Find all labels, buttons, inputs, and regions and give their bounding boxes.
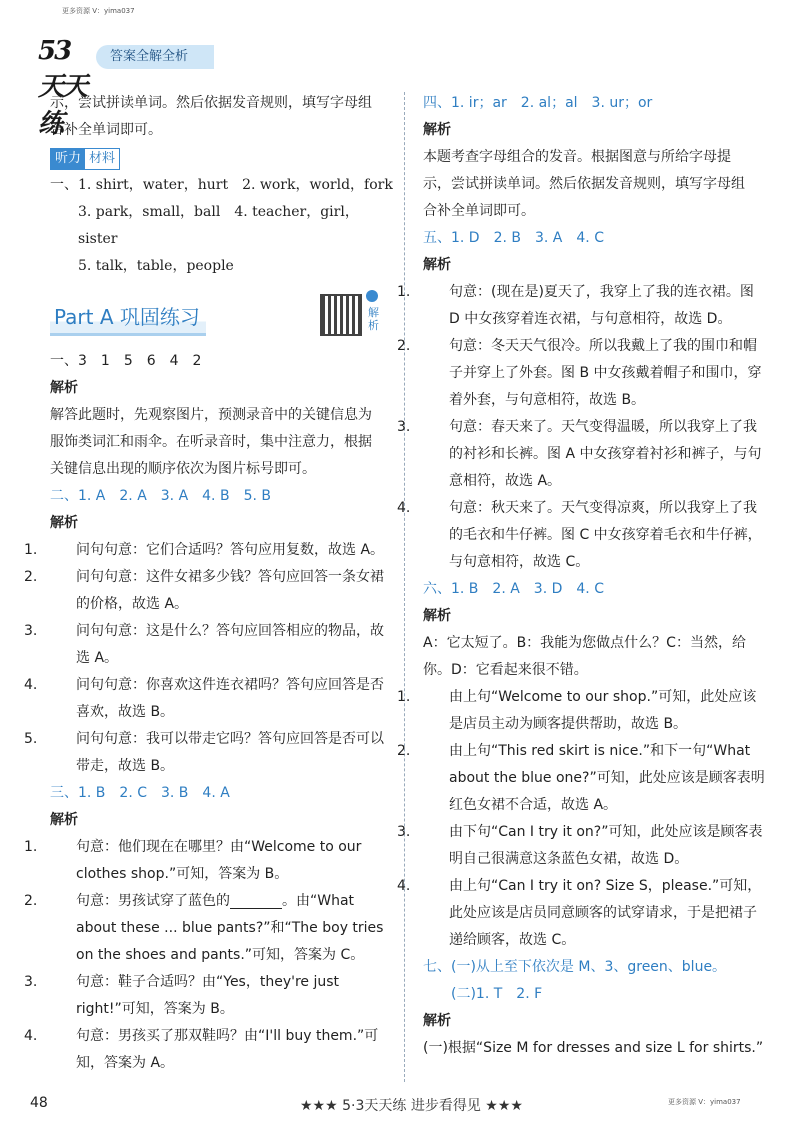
section-banner: 答案全解全析 bbox=[96, 45, 214, 69]
item-text: 问句句意：这件女裙多少钱？答句应回答一条女裙的价格，故选 A。 bbox=[76, 569, 384, 612]
analysis-line: 解答此题时，先观察图片，预测录音中的关键信息为 bbox=[50, 407, 372, 423]
qr-label: 解析 bbox=[368, 306, 379, 332]
listening-material-tag bbox=[50, 148, 120, 170]
analysis-line: (一)根据“Size M for dresses and size L for shirts.” bbox=[423, 1040, 764, 1056]
footer-watermark: 更多资源 V：yima037 bbox=[668, 1098, 741, 1106]
item-text: 句意：(现在是)夏天了，我穿上了我的连衣裙。图 D 中女孩穿着连衣裙，与句意相符，故选 D。 bbox=[449, 284, 754, 327]
item-text: 由上句“Welcome to our shop.”可知，此处应该是店员主动为顾客提供帮助，故选 B。 bbox=[449, 689, 757, 732]
item-text: 句意：鞋子合适吗？由“Yes，they're just right!”可知，答案为 B。 bbox=[76, 974, 340, 1017]
item-text: 句意：秋天来了。天气变得凉爽，所以我穿上了我的毛衣和牛仔裤。图 C 中女孩穿着毛衣和牛仔裤，与句意相符，故选 C。 bbox=[449, 500, 762, 570]
analysis-heading: 解析 bbox=[50, 812, 78, 828]
analysis-item bbox=[24, 888, 395, 969]
footer-slogan: ★★★ 5·3天天练 进步看得见 ★★★ bbox=[300, 1098, 523, 1114]
analysis-line: 示，尝试拼读单词。然后依据发音规则，填写字母组 bbox=[423, 176, 745, 192]
item-number: 1. bbox=[397, 689, 411, 705]
page-number: 48 bbox=[30, 1095, 48, 1111]
item-number: 2. bbox=[397, 338, 411, 354]
right-column bbox=[397, 90, 768, 1062]
analysis-item bbox=[24, 1023, 395, 1077]
analysis-item bbox=[24, 726, 395, 780]
intro-line: 示，尝试拼读单词。然后依据发音规则，填写字母组 bbox=[50, 95, 372, 111]
item-number: 2. bbox=[397, 743, 411, 759]
item-number: 1. bbox=[397, 284, 411, 300]
listening-line: 3. park，small，ball 4. teacher，girl，sister bbox=[78, 204, 359, 247]
tag-listening: 听力 bbox=[51, 149, 85, 169]
analysis-item bbox=[24, 672, 395, 726]
analysis-line: A：它太短了。B：我能为您做点什么？C：当然，给你。D：它看起来很不错。 bbox=[423, 635, 746, 678]
analysis-item bbox=[397, 819, 768, 873]
analysis-line: 服饰类词汇和雨伞。在听录音时，集中注意力，根据 bbox=[50, 434, 372, 450]
item-number: 4. bbox=[397, 878, 411, 894]
intro-line: 合补全单词即可。 bbox=[50, 122, 162, 138]
analysis-item bbox=[24, 537, 395, 564]
answer-line: 一、3 1 5 6 4 2 bbox=[50, 353, 202, 369]
item-number: 4. bbox=[24, 677, 38, 693]
analysis-heading: 解析 bbox=[423, 257, 451, 273]
logo-text: 53天天练 bbox=[38, 36, 87, 139]
item-text: 句意：男孩买了那双鞋吗？由“I'll buy them.”可知，答案为 A。 bbox=[76, 1028, 379, 1071]
answer-line: 七、(一)从上至下依次是 M、3、green、blue。 bbox=[423, 959, 727, 975]
brand-logo bbox=[38, 36, 94, 139]
analysis-item bbox=[24, 834, 395, 888]
column-divider bbox=[404, 92, 405, 1082]
analysis-item bbox=[397, 738, 768, 819]
item-text: 问句句意：我可以带走它吗？答句应回答是否可以带走，故选 B。 bbox=[76, 731, 384, 774]
item-text: 句意：冬天天气很冷。所以我戴上了我的围巾和帽子并穿上了外套。图 B 中女孩戴着帽子和围巾，穿着外套，与句意相符，故选 B。 bbox=[449, 338, 762, 408]
item-number: 3. bbox=[397, 419, 411, 435]
item-text: 由下句“Can I try it on?”可知，此处应该是顾客表明自己很满意这条蓝色女裙，故选 D。 bbox=[449, 824, 763, 867]
listening-line: 一、1. shirt，water，hurt 2. work，world，fork bbox=[50, 177, 393, 193]
item-text: 由上句“This red skirt is nice.”和下一句“What about the blue one?”可知，此处应该是顾客表明红色女裙不合适，故选 A。 bbox=[449, 743, 765, 813]
analysis-item bbox=[397, 495, 768, 576]
item-number: 2. bbox=[24, 893, 38, 909]
play-icon[interactable] bbox=[366, 290, 378, 302]
analysis-item bbox=[397, 873, 768, 954]
qr-code-icon[interactable] bbox=[320, 294, 362, 336]
answer-line: 五、1. D 2. B 3. A 4. C bbox=[423, 230, 604, 246]
analysis-item bbox=[397, 279, 768, 333]
listening-line: 5. talk，table，people bbox=[78, 258, 234, 274]
analysis-item bbox=[24, 564, 395, 618]
item-text: 句意：他们现在在哪里？由“Welcome to our clothes shop.”可知，答案为 B。 bbox=[76, 839, 362, 882]
analysis-heading: 解析 bbox=[423, 608, 451, 624]
analysis-heading: 解析 bbox=[423, 122, 451, 138]
item-text: 句意：男孩试穿了蓝色的 bbox=[76, 893, 230, 909]
analysis-item bbox=[397, 414, 768, 495]
analysis-heading: 解析 bbox=[423, 1013, 451, 1029]
item-text: 。由“What about these ... blue pants?”和“The boy tries on the shoes and pants.”可知，答案为 C。 bbox=[76, 893, 384, 963]
item-text: 问句句意：这是什么？答句应回答相应的物品，故选 A。 bbox=[76, 623, 384, 666]
item-number: 1. bbox=[24, 542, 38, 558]
analysis-line: 合补全单词即可。 bbox=[423, 203, 535, 219]
item-text: 句意：春天来了。天气变得温暖，所以我穿上了我的衬衫和长裤。图 A 中女孩穿着衬衫和裤子，与句意相符，故选 A。 bbox=[449, 419, 762, 489]
analysis-item bbox=[24, 969, 395, 1023]
analysis-item bbox=[397, 333, 768, 414]
tag-material: 材料 bbox=[89, 151, 116, 166]
item-text: 问句句意：你喜欢这件连衣裙吗？答句应回答是否喜欢，故选 B。 bbox=[76, 677, 384, 720]
analysis-line: 本题考查字母组合的发音。根据图意与所给字母提 bbox=[423, 149, 731, 165]
analysis-item bbox=[397, 684, 768, 738]
answer-line: 三、1. B 2. C 3. B 4. A bbox=[50, 785, 230, 801]
blank-line bbox=[230, 894, 282, 909]
item-number: 4. bbox=[24, 1028, 38, 1044]
part-a-header bbox=[50, 294, 395, 340]
answer-line: 六、1. B 2. A 3. D 4. C bbox=[423, 581, 604, 597]
item-number: 5. bbox=[24, 731, 38, 747]
item-number: 1. bbox=[24, 839, 38, 855]
analysis-heading: 解析 bbox=[50, 515, 78, 531]
answer-line: (二)1. T 2. F bbox=[451, 986, 543, 1002]
analysis-line: 关键信息出现的顺序依次为图片标号即可。 bbox=[50, 461, 316, 477]
item-number: 3. bbox=[397, 824, 411, 840]
item-number: 3. bbox=[24, 623, 38, 639]
left-column bbox=[24, 90, 395, 1077]
item-text: 问句句意：它们合适吗？答句应用复数，故选 A。 bbox=[76, 542, 385, 558]
top-watermark: 更多资源 V：yima037 bbox=[62, 7, 135, 15]
part-title: Part A 巩固练习 bbox=[50, 304, 206, 336]
analysis-item bbox=[24, 618, 395, 672]
item-text: 由上句“Can I try it on? Size S，please.”可知，此处应该是店员同意顾客的试穿请求，于是把裙子递给顾客，故选 C。 bbox=[449, 878, 762, 948]
item-number: 2. bbox=[24, 569, 38, 585]
item-number: 4. bbox=[397, 500, 411, 516]
answer-line: 二、1. A 2. A 3. A 4. B 5. B bbox=[50, 488, 271, 504]
item-number: 3. bbox=[24, 974, 38, 990]
answer-line: 四、1. ir；ar 2. al；al 3. ur；or bbox=[423, 95, 653, 111]
analysis-heading: 解析 bbox=[50, 380, 78, 396]
